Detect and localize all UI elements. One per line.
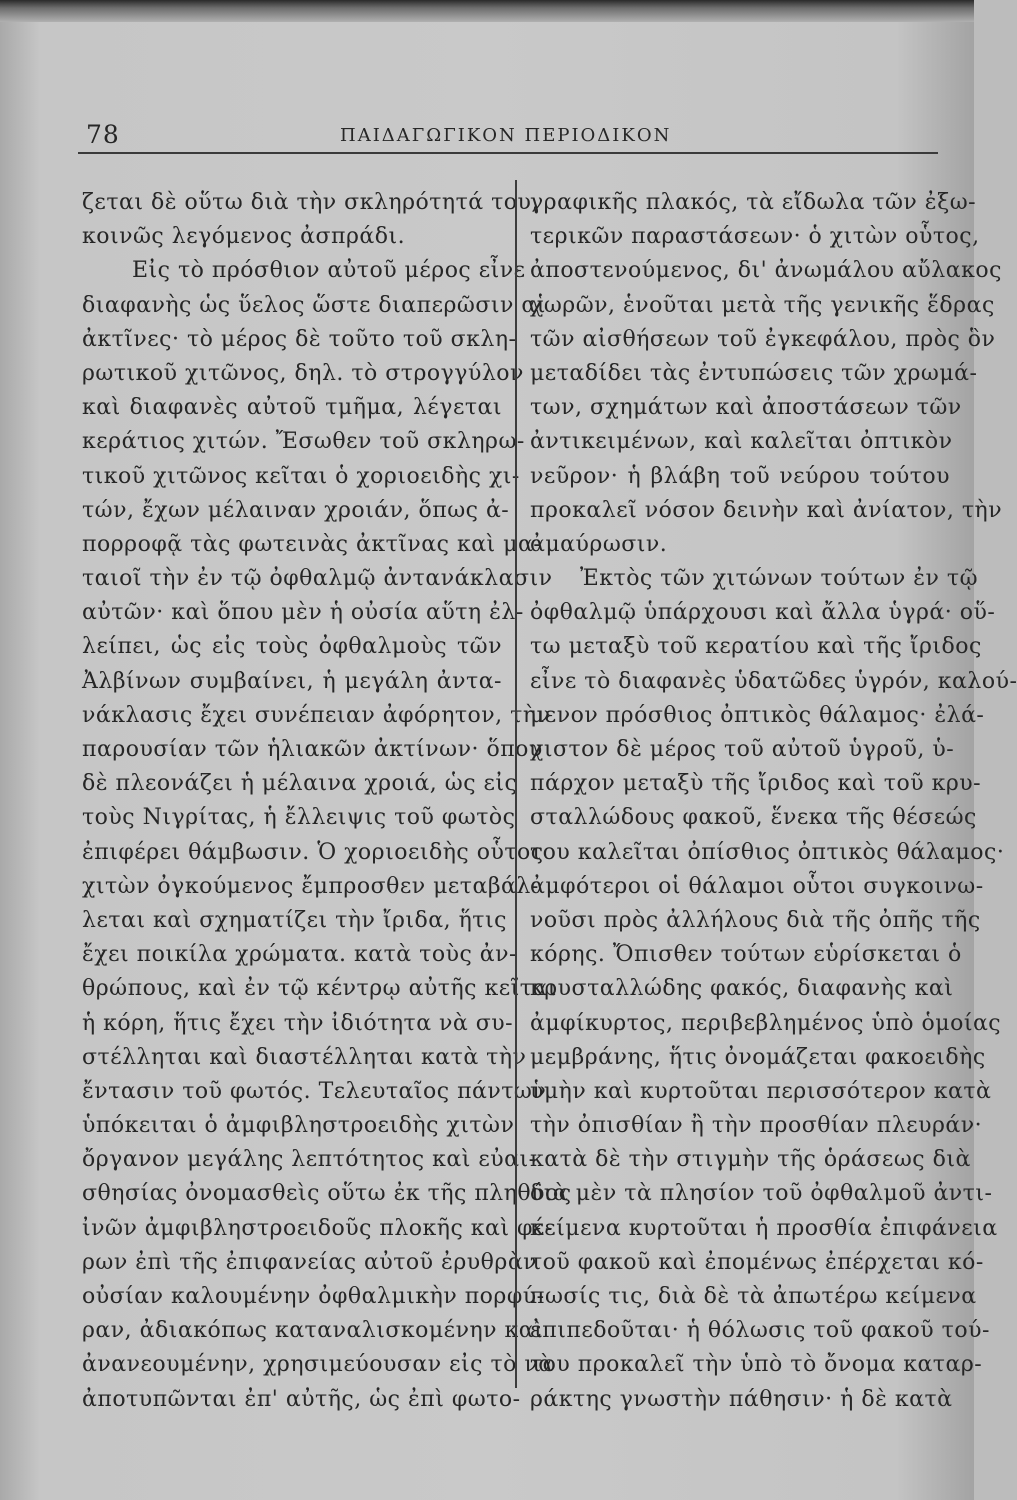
page-top-edge: [0, 0, 974, 22]
text-line: αὐτῶν· καὶ ὅπου μὲν ἡ οὐσία αὕτη ἐλ-: [82, 600, 524, 626]
text-line: τερικῶν παραστάσεων· ὁ χιτὼν οὗτος,: [530, 224, 980, 250]
text-line: ὑπόκειται ὁ ἀμφιβληστροειδὴς χιτὼν: [82, 1113, 515, 1139]
text-line: διὰ μὲν τὰ πλησίον τοῦ ὀφθαλμοῦ ἀντι-: [530, 1181, 993, 1207]
text-line: του προκαλεῖ τὴν ὑπὸ τὸ ὄνομα καταρ-: [530, 1352, 983, 1378]
text-line: οὐσίαν καλουμένην ὀφθαλμικὴν πορφύ-: [82, 1284, 545, 1309]
text-line: κείμενα κυρτοῦται ἡ προσθία ἐπιφάνεια: [530, 1215, 998, 1241]
text-line: προκαλεῖ νόσον δεινὴν καὶ ἀνίατον, τὴν: [530, 497, 1003, 523]
text-line: πάρχον μεταξὺ τῆς ἴριδος καὶ τοῦ κρυ-: [530, 771, 982, 797]
text-line: εἶνε τὸ διαφανὲς ὑδατῶδες ὑγρόν, καλού-: [530, 668, 1017, 694]
text-line: των, σχημάτων καὶ ἀποστάσεων τῶν: [530, 395, 962, 421]
text-line: Εἰς τὸ πρόσθιον αὐτοῦ μέρος εἶνε: [132, 258, 526, 284]
right-text-column: [530, 186, 1017, 1417]
text-line: χιστον δὲ μέρος τοῦ αὐτοῦ ὑγροῦ, ὑ-: [530, 737, 955, 762]
text-line: κόρης. Ὄπισθεν τούτων εὑρίσκεται ὁ: [530, 942, 962, 968]
text-line: ἐπιπεδοῦται· ἡ θόλωσις τοῦ φακοῦ τού-: [530, 1318, 990, 1344]
page-number: 78: [86, 120, 120, 149]
text-line: τῶν αἰσθήσεων τοῦ ἐγκεφάλου, πρὸς ὃν: [530, 326, 996, 352]
text-line: διαφανὴς ὡς ὕελος ὥστε διαπερῶσιν αἱ: [82, 292, 546, 318]
text-line: πορροφᾷ τὰς φωτεινὰς ἀκτῖνας καὶ μα-: [82, 531, 542, 557]
text-line: λεται καὶ σχηματίζει τὴν ἴριδα, ἥτις: [82, 907, 507, 933]
text-line: κεράτιος χιτών. Ἔσωθεν τοῦ σκληρω-: [82, 429, 525, 455]
text-line: ὀφθαλμῷ ὑπάρχουσι καὶ ἄλλα ὑγρά· οὕ-: [530, 600, 996, 626]
text-line: ρωτικοῦ χιτῶνος, δηλ. τὸ στρογγύλον: [82, 360, 524, 386]
text-line: χωρῶν, ἑνοῦται μετὰ τῆς γενικῆς ἕδρας: [530, 292, 995, 318]
text-line: ζεται δὲ οὕτω διὰ τὴν σκληρότητά του,: [82, 190, 539, 215]
text-line: ταιοῖ τὴν ἐν τῷ ὀφθαλμῷ ἀντανάκλασιν: [82, 566, 553, 592]
column-divider: [515, 180, 517, 1388]
text-line: τὴν ὀπισθίαν ἢ τὴν προσθίαν πλευράν·: [530, 1113, 983, 1139]
text-line: σθησίας ὀνομασθεὶς οὕτω ἐκ τῆς πληθύος: [82, 1181, 572, 1207]
text-line: ἡ κόρη, ἥτις ἔχει τὴν ἰδιότητα νὰ συ-: [82, 1010, 514, 1036]
running-title: ΠΑΙΔΑΓΩΓΙΚΟΝ ΠΕΡΙΟΔΙΚΟΝ: [340, 125, 672, 146]
text-line: ἀντικειμένων, καὶ καλεῖται ὀπτικὸν: [530, 429, 953, 455]
text-line: του καλεῖται ὀπίσθιος ὀπτικὸς θάλαμος·: [530, 839, 1005, 865]
text-line: τοῦ φακοῦ καὶ ἐπομένως ἐπέρχεται κό-: [530, 1249, 984, 1275]
text-line: χιτὼν ὀγκούμενος ἔμπροσθεν μεταβάλ-: [82, 873, 539, 899]
text-line: τικοῦ χιτῶνος κεῖται ὁ χοριοειδὴς χι-: [82, 463, 520, 489]
text-line: μενον πρόσθιος ὀπτικὸς θάλαμος· ἐλά-: [530, 702, 985, 728]
text-line: μεμβράνης, ἥτις ὀνομάζεται φακοειδὴς: [530, 1044, 986, 1070]
text-line: κοινῶς λεγόμενος ἀσπράδι.: [82, 224, 406, 250]
text-line: ἀμφίκυρτος, περιβεβλημένος ὑπὸ ὁμοίας: [530, 1010, 1002, 1036]
text-line: ραν, ἀδιακόπως καταναλισκομένην καὶ: [82, 1318, 544, 1344]
text-line: ἀποστενούμενος, δι' ἀνωμάλου αὔλακος: [530, 258, 1002, 284]
text-line: κατὰ δὲ τὴν στιγμὴν τῆς ὁράσεως διὰ: [530, 1147, 971, 1173]
text-line: ἀνανεουμένην, χρησιμεύουσαν εἰς τὸ νὰ: [82, 1352, 554, 1378]
text-line: ἀποτυπῶνται ἐπ' αὐτῆς, ὡς ἐπὶ φωτο-: [82, 1386, 521, 1412]
text-line: ἀμφότεροι οἱ θάλαμοι οὗτοι συγκοινω-: [530, 873, 984, 899]
text-line: σταλλώδους φακοῦ, ἕνεκα τῆς θέσεώς: [530, 805, 977, 831]
text-line: νεῦρον· ἡ βλάβη τοῦ νεύρου τούτου: [530, 463, 950, 489]
text-line: ρων ἐπὶ τῆς ἐπιφανείας αὐτοῦ ἐρυθρὰν: [82, 1249, 538, 1275]
text-line: κρυσταλλώδης φακός, διαφανὴς καὶ: [530, 976, 954, 1002]
text-line: Ἐκτὸς τῶν χιτώνων τούτων ἐν τῷ: [580, 566, 979, 592]
text-line: γραφικῆς πλακός, τὰ εἴδωλα τῶν ἐξω-: [530, 190, 977, 215]
left-text-column: [82, 186, 572, 1417]
text-line: δὲ πλεονάζει ἡ μέλαινα χροιά, ὡς εἰς: [82, 771, 518, 797]
text-line: λείπει, ὡς εἰς τοὺς ὀφθαλμοὺς τῶν: [82, 634, 502, 660]
text-line: νοῦσι πρὸς ἀλλήλους διὰ τῆς ὀπῆς τῆς: [530, 907, 981, 933]
text-line: ράκτης γνωστὴν πάθησιν· ἡ δὲ κατὰ: [530, 1386, 953, 1412]
text-line: τω μεταξὺ τοῦ κερατίου καὶ τῆς ἴριδος: [530, 634, 982, 660]
text-line: ἀμαύρωσιν.: [530, 531, 668, 557]
text-line: ἰνῶν ἀμφιβληστροειδοῦς πλοκῆς καὶ φέ-: [82, 1215, 553, 1241]
text-line: Ἀλβίνων συμβαίνει, ἡ μεγάλη ἀντα-: [82, 668, 502, 694]
text-line: τοὺς Νιγρίτας, ἡ ἔλλειψις τοῦ φωτὸς: [82, 805, 516, 831]
text-line: καὶ διαφανὲς αὐτοῦ τμῆμα, λέγεται: [82, 395, 502, 421]
text-line: ἐπιφέρει θάμβωσιν. Ὁ χοριοειδὴς οὗτος: [82, 839, 544, 865]
text-line: πωσίς τις, διὰ δὲ τὰ ἀπωτέρω κείμενα: [530, 1284, 977, 1309]
text-line: παρουσίαν τῶν ἡλιακῶν ἀκτίνων· ὅπου: [82, 737, 543, 762]
text-line: μεταδίδει τὰς ἐντυπώσεις τῶν χρωμά-: [530, 360, 978, 386]
text-line: ἔχει ποικίλα χρώματα. κατὰ τοὺς ἀν-: [82, 942, 517, 968]
text-line: στέλληται καὶ διαστέλληται κατὰ τὴν: [82, 1044, 527, 1070]
text-line: ὑμὴν καὶ κυρτοῦται περισσότερον κατὰ: [530, 1078, 992, 1104]
text-line: ἀκτῖνες· τὸ μέρος δὲ τοῦτο τοῦ σκλη-: [82, 326, 517, 352]
header-rule: [78, 152, 938, 154]
text-line: ἔντασιν τοῦ φωτός. Τελευταῖος πάντων: [82, 1078, 547, 1104]
text-line: ὄργανον μεγάλης λεπτότητος καὶ εὐαι-: [82, 1147, 537, 1173]
page-header: [78, 116, 948, 156]
text-line: νάκλασις ἔχει συνέπειαν ἀφόρητον, τὴν: [82, 702, 551, 728]
text-line: τών, ἔχων μέλαιναν χροιάν, ὅπως ἀ-: [82, 497, 510, 523]
text-line: θρώπους, καὶ ἐν τῷ κέντρῳ αὐτῆς κεῖται: [82, 976, 557, 1002]
